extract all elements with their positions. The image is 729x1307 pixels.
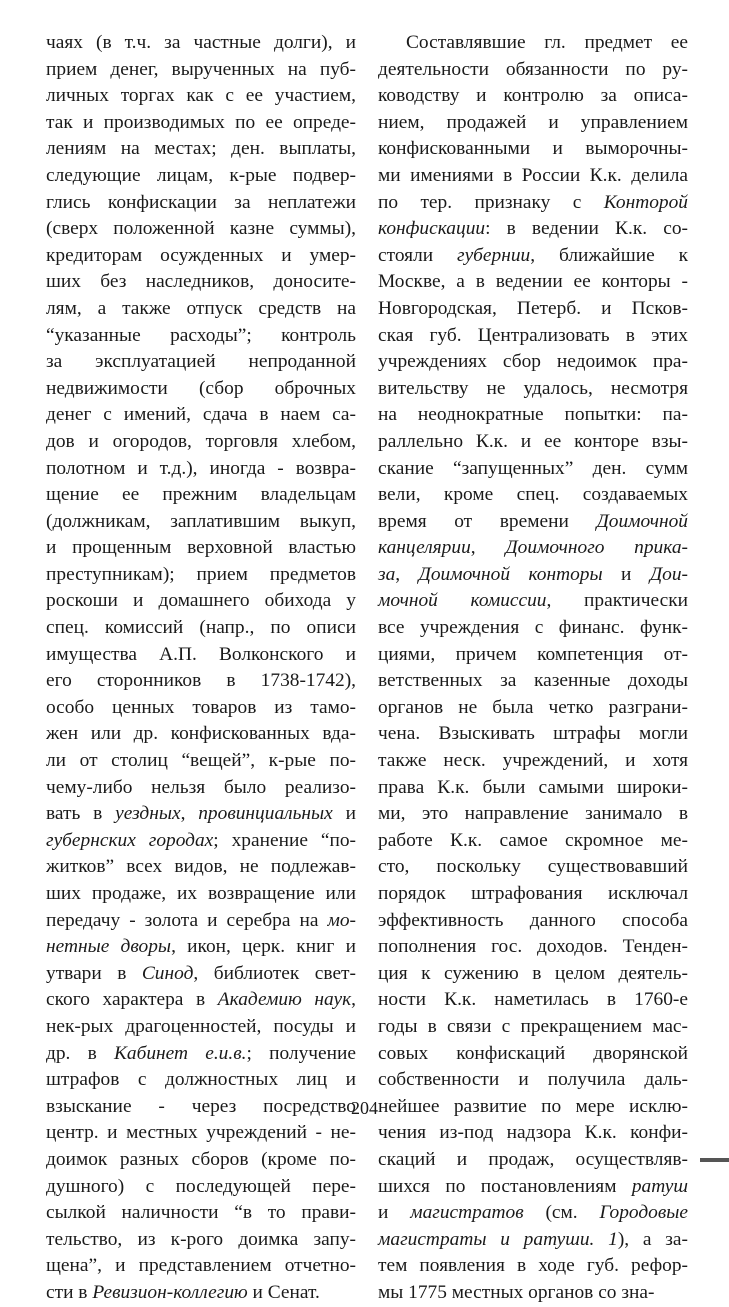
text-run: учреждениях сбор недоимок пра- <box>378 351 688 373</box>
text-line <box>46 323 356 350</box>
italic-term: Доимочного прика- <box>505 537 688 559</box>
text-line <box>378 881 688 908</box>
text-run: чения из-под надзора К.к. конфи- <box>378 1122 688 1144</box>
text-line <box>46 668 356 695</box>
text-run: вительству не удалось, несмотря <box>378 377 688 399</box>
text-run: , <box>470 537 506 559</box>
text-run: доимок разных сборов (кроме по- <box>46 1148 356 1170</box>
text-run: ветственных за казенные доходы <box>378 670 688 692</box>
text-run: (см. <box>523 1202 600 1224</box>
text-run: штрафов с должностных лиц и <box>46 1069 356 1091</box>
text-run: шихся по постановлениям <box>378 1175 632 1197</box>
italic-term: Синод <box>141 962 194 984</box>
text-run: следующие лицам, к-рые подвер- <box>46 164 356 186</box>
italic-term: магистраты и ратуши. 1 <box>378 1228 618 1250</box>
italic-term: уездных <box>115 803 181 825</box>
text-line <box>378 349 688 376</box>
text-line <box>46 934 356 961</box>
text-line <box>378 562 688 589</box>
text-run: ми имениями в России К.к. делила <box>378 164 688 186</box>
text-line <box>378 1200 688 1227</box>
text-run: щена”, и представлением отчетно- <box>46 1255 356 1277</box>
text-run: так и производимых по ее опреде- <box>46 111 356 133</box>
text-run: душного) с последующей пере- <box>46 1175 356 1197</box>
text-line <box>378 1041 688 1068</box>
italic-term: за <box>378 563 396 585</box>
text-run: и <box>332 803 356 825</box>
text-run: Новгородская, Петерб. и Псков- <box>378 297 688 319</box>
text-run: чему-либо нельзя было реализо- <box>46 776 356 798</box>
text-line <box>378 801 688 828</box>
text-line <box>378 615 688 642</box>
text-run: сти в <box>46 1281 93 1303</box>
text-run: , <box>351 989 357 1011</box>
text-run: ), а за- <box>617 1228 688 1250</box>
text-run: , библиотек свет- <box>193 962 356 984</box>
text-line <box>46 30 356 57</box>
text-run: “указанные расходы”; контроль <box>46 324 356 346</box>
text-line <box>378 642 688 669</box>
italic-term: Городовые <box>599 1202 688 1224</box>
text-line <box>46 429 356 456</box>
text-line <box>378 695 688 722</box>
text-run: эффективность данного способа <box>378 909 688 931</box>
text-line <box>46 1067 356 1094</box>
text-line <box>378 110 688 137</box>
text-line <box>46 588 356 615</box>
text-line <box>46 509 356 536</box>
text-run: недвижимости (сбор оброчных <box>46 377 356 399</box>
italic-term: Дои- <box>649 563 688 585</box>
text-run: деятельности обязанности по ру- <box>378 58 688 80</box>
text-line <box>378 136 688 163</box>
text-line <box>378 748 688 775</box>
text-line <box>378 482 688 509</box>
text-run: особо ценных товаров из тамо- <box>46 696 356 718</box>
text-run: др. в <box>46 1042 114 1064</box>
text-run: тем появления в ходе губ. рефор- <box>378 1255 688 1277</box>
italic-term: Доимочной <box>596 510 688 532</box>
text-line <box>378 509 688 536</box>
text-line <box>46 1147 356 1174</box>
text-run: скание “запущенных” ден. сумм <box>378 457 688 479</box>
text-line <box>378 243 688 270</box>
italic-term: мо- <box>327 909 356 931</box>
text-line <box>378 323 688 350</box>
text-line <box>378 775 688 802</box>
text-line <box>378 1174 688 1201</box>
text-line <box>46 1014 356 1041</box>
text-line <box>46 376 356 403</box>
text-line <box>46 908 356 935</box>
italic-term: Конторой <box>603 191 688 213</box>
text-line <box>378 828 688 855</box>
text-run: и <box>602 563 650 585</box>
text-line <box>46 482 356 509</box>
text-run: ская губ. Централизовать в этих <box>378 324 688 346</box>
italic-term: конфискации <box>378 218 486 240</box>
text-line <box>46 721 356 748</box>
text-run: работе К.к. самое скромное ме- <box>378 829 688 851</box>
text-line <box>46 535 356 562</box>
text-line <box>378 1120 688 1147</box>
text-line <box>46 57 356 84</box>
text-run: , икон, церк. книг и <box>171 936 356 958</box>
text-run: чена. Взыскивать штрафы могли <box>378 723 688 745</box>
text-run: порядок штрафования исключал <box>378 883 688 904</box>
text-line <box>46 801 356 828</box>
text-run: ли от столиц “вещей”, к-рые по- <box>46 750 356 772</box>
text-line <box>46 1227 356 1254</box>
text-run: полотном и т.д.), иногда - возвра- <box>46 457 356 479</box>
text-run: также неск. учреждений, и хотя <box>378 750 688 772</box>
text-line <box>378 216 688 243</box>
text-run: на неоднократные попытки: па- <box>378 404 688 426</box>
text-line <box>378 456 688 483</box>
text-run: , ближайшие к <box>530 244 688 266</box>
text-run: совых конфискаций дворянской <box>378 1042 688 1064</box>
text-run: , <box>395 563 419 585</box>
italic-term: Ревизион-коллегию <box>92 1281 248 1303</box>
text-run: права К.к. были самыми широки- <box>378 776 688 798</box>
text-run: годы в связи с прекращением мас- <box>378 1015 688 1037</box>
text-line <box>378 668 688 695</box>
text-run: передачу - золота и серебра на <box>46 909 328 931</box>
italic-term: нетные дворы <box>46 936 172 958</box>
text-run: глись конфискации за неплатежи <box>46 191 356 213</box>
text-line <box>46 402 356 429</box>
text-run: кредиторам осужденных и умер- <box>46 244 356 266</box>
text-line <box>46 163 356 190</box>
text-line <box>378 987 688 1014</box>
italic-term: провинциальных <box>198 803 333 825</box>
page-number: 204 <box>351 1098 378 1118</box>
italic-term: Доимочной конторы <box>418 563 603 585</box>
text-line <box>378 376 688 403</box>
text-line <box>46 615 356 642</box>
text-run: прием денег, вырученных на пуб- <box>46 58 356 80</box>
scan-edge-mark <box>700 1158 729 1162</box>
text-run: имущества А.П. Волконского и <box>46 643 356 665</box>
text-line <box>46 961 356 988</box>
text-line <box>378 1147 688 1174</box>
text-line <box>378 854 688 881</box>
text-line <box>378 588 688 615</box>
text-line <box>46 110 356 137</box>
text-run: Составлявшие гл. предмет ее <box>406 32 688 53</box>
text-line <box>46 828 356 855</box>
text-run: его сторонников в 1738-1742), <box>46 670 356 692</box>
text-run: и прощенным верховной властью <box>46 537 356 559</box>
italic-term: магистратов <box>410 1202 524 1224</box>
italic-term: мочной комиссии <box>378 590 547 612</box>
text-line <box>378 402 688 429</box>
text-line <box>46 1174 356 1201</box>
text-run: жен или др. конфискованных вда- <box>46 723 356 745</box>
text-run: скаций и продаж, осуществляв- <box>378 1148 688 1170</box>
text-run: ших без наследников, доносите- <box>46 271 356 293</box>
italic-term: губернских городах <box>46 829 214 851</box>
text-run: , практически <box>546 590 688 612</box>
text-run: взыскание - через посредство <box>46 1095 356 1117</box>
text-run: ших продаже, их возвращение или <box>46 883 356 904</box>
text-line <box>46 349 356 376</box>
text-line <box>378 296 688 323</box>
text-run: сто, поскольку существовавший <box>378 856 688 878</box>
text-run: лениям на местах; ден. выплаты, <box>46 138 356 160</box>
text-run: преступникам); прием предметов <box>46 563 356 585</box>
text-line <box>378 721 688 748</box>
text-line <box>46 1253 356 1280</box>
text-run: стояли <box>378 244 457 266</box>
text-line <box>46 854 356 881</box>
text-line <box>46 269 356 296</box>
text-line <box>46 748 356 775</box>
text-run: спец. комиссий (напр., по описи <box>46 617 356 639</box>
text-line <box>378 269 688 296</box>
text-run: раллельно К.к. и ее конторе взы- <box>378 430 688 452</box>
text-run: утвари в <box>46 962 142 984</box>
text-run: и Сенат. <box>247 1281 320 1303</box>
text-run: житков” всех видов, не подлежав- <box>46 856 356 878</box>
text-run: щение ее прежним владельцам <box>46 484 356 506</box>
text-line <box>46 136 356 163</box>
text-line <box>378 163 688 190</box>
text-line <box>46 1200 356 1227</box>
text-line <box>46 243 356 270</box>
italic-term: Кабинет е.и.в. <box>114 1042 247 1064</box>
text-run: ководству и контролю за описа- <box>378 85 688 107</box>
text-run: ; получение <box>246 1042 356 1064</box>
text-run: , <box>180 803 199 825</box>
text-line <box>378 57 688 84</box>
text-line <box>46 775 356 802</box>
text-run: нейшее развитие по мере исклю- <box>378 1095 688 1117</box>
text-run: сылкой наличности “в то прави- <box>46 1202 356 1224</box>
text-line <box>46 987 356 1014</box>
text-line <box>378 934 688 961</box>
text-run: дов и огородов, торговля хлебом, <box>46 430 356 452</box>
text-line <box>378 961 688 988</box>
text-line <box>46 562 356 589</box>
text-run: личных торгах как с ее участием, <box>46 85 356 107</box>
text-line <box>46 642 356 669</box>
text-run: (сверх положенной казне суммы), <box>46 218 356 240</box>
text-line <box>46 1120 356 1147</box>
text-run: вать в <box>46 803 116 825</box>
text-run: время от времени <box>378 510 597 532</box>
text-line <box>378 908 688 935</box>
text-run: собственности и получила даль- <box>378 1069 688 1091</box>
text-run: лям, а также отпуск средств на <box>46 297 356 319</box>
text-line <box>378 1253 688 1280</box>
text-run: : в ведении К.к. со- <box>485 218 688 240</box>
text-run: пополнения гос. доходов. Тенден- <box>378 936 688 958</box>
text-run: центр. и местных учреждений - не- <box>46 1122 356 1144</box>
italic-term: губернии <box>457 244 531 266</box>
text-run: Москве, а в ведении ее конторы - <box>378 271 688 293</box>
text-line <box>46 881 356 908</box>
italic-term: Академию наук <box>217 989 352 1011</box>
text-line <box>378 1280 688 1307</box>
text-run: денег с имений, сдача в наем са- <box>46 404 356 426</box>
text-line <box>378 1067 688 1094</box>
text-run: все учреждения с финанс. функ- <box>378 617 688 639</box>
italic-term: канцелярии <box>378 537 471 559</box>
text-run: за эксплуатацией непроданной <box>46 351 356 373</box>
text-line <box>378 190 688 217</box>
text-line <box>46 83 356 110</box>
text-line <box>46 296 356 323</box>
text-line <box>46 1280 356 1307</box>
text-run: циями, причем компетенция от- <box>378 643 688 665</box>
text-run: нек-рых драгоценностей, посуды и <box>46 1015 356 1037</box>
text-run: ности К.к. наметилась в 1760-е <box>378 989 688 1011</box>
text-line <box>46 190 356 217</box>
italic-term: ратуш <box>631 1175 688 1197</box>
text-line <box>46 695 356 722</box>
text-line <box>46 456 356 483</box>
text-run: нием, продажей и управлением <box>378 111 688 133</box>
text-run: ция к сужению в целом деятель- <box>378 962 688 984</box>
text-line <box>46 1041 356 1068</box>
text-run: (должникам, заплатившим выкуп, <box>46 510 356 532</box>
text-run: тельство, из к-рого доимка запу- <box>46 1228 356 1250</box>
text-line <box>378 83 688 110</box>
text-run: ; хранение “по- <box>213 829 356 851</box>
text-run: чаях (в т.ч. за частные долги), и <box>46 32 356 53</box>
text-run: органов не была четко разграни- <box>378 696 688 718</box>
text-run: по тер. признаку с <box>378 191 604 213</box>
text-run: мы 1775 местных органов со зна- <box>378 1281 655 1303</box>
text-line <box>378 535 688 562</box>
text-run: вели, кроме спец. создаваемых <box>378 484 688 506</box>
text-line <box>46 216 356 243</box>
text-run: ми, это направление занимало в <box>378 803 688 825</box>
text-run: конфискованными и выморочны- <box>378 138 688 160</box>
text-line <box>378 1014 688 1041</box>
text-run: ского характера в <box>46 989 218 1011</box>
text-line <box>378 429 688 456</box>
text-line <box>378 30 688 57</box>
text-run: роскоши и домашнего обихода у <box>46 590 356 612</box>
text-line <box>378 1227 688 1254</box>
text-run: и <box>378 1202 411 1224</box>
